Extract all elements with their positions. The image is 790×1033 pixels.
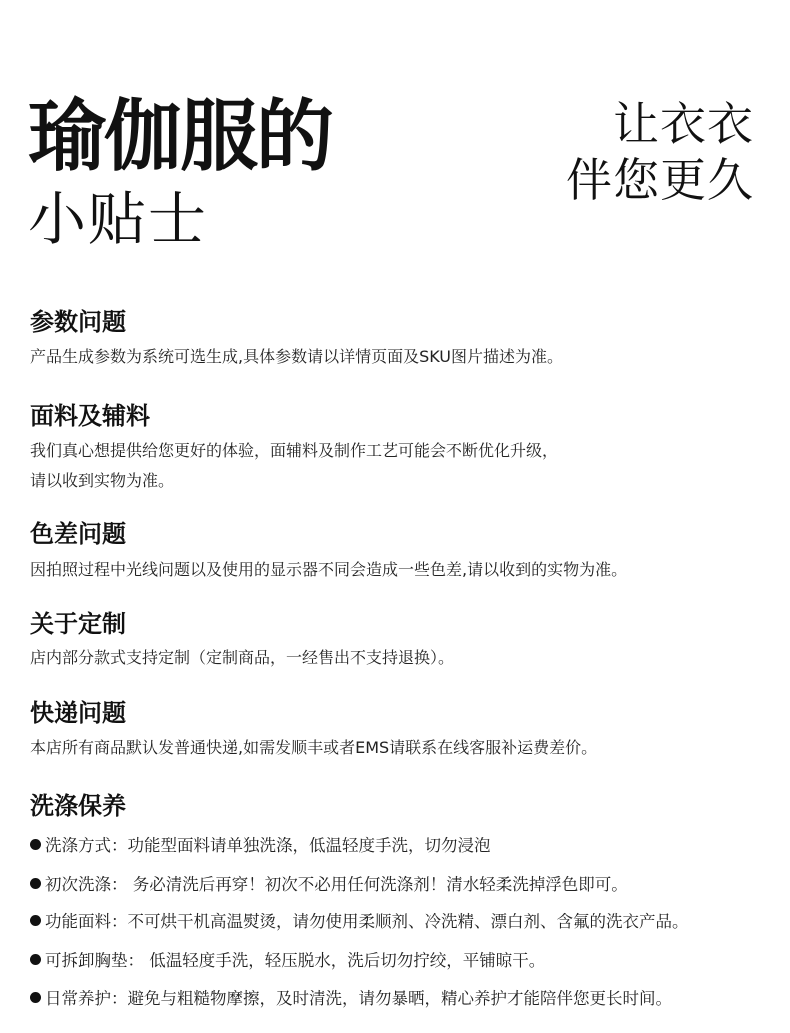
care-item-text: 可拆卸胸垫： 低温轻度手洗，轻压脱水，洗后切勿拧绞，平铺晾干。 xyxy=(45,951,546,970)
bullet-dot-icon xyxy=(30,878,41,889)
care-item xyxy=(30,953,545,970)
care-item-text: 初次洗涤： 务必清洗后再穿！初次不必用任何洗涤剂！清水轻柔洗掉浮色即可。 xyxy=(45,875,628,894)
bullet-dot-icon xyxy=(30,992,41,1003)
slogan xyxy=(566,96,754,208)
care-item-text: 日常养护：避免与粗糙物摩擦，及时清洗，请勿暴晒，精心养护才能陪伴您更长时间。 xyxy=(45,989,672,1008)
bullet-dot-icon xyxy=(30,915,41,926)
slogan-line-1: 让衣衣 xyxy=(613,97,754,151)
section-text-fabric-2: 请以收到实物为准。 xyxy=(30,471,175,490)
care-item xyxy=(30,914,689,931)
page-title: 瑜伽服的 xyxy=(28,92,333,182)
section-title-shipping: 快递问题 xyxy=(30,699,126,727)
section-text-params: 产品生成参数为系统可选生成,具体参数请以详情页面及SKU图片描述为准。 xyxy=(30,347,564,366)
section-text-color: 因拍照过程中光线问题以及使用的显示器不同会造成一些色差,请以收到的实物为准。 xyxy=(30,560,628,579)
section-text-shipping: 本店所有商品默认发普通快递,如需发顺丰或者EMS请联系在线客服补运费差价。 xyxy=(30,738,598,757)
page-subtitle: 小贴士 xyxy=(28,185,209,253)
section-text-custom: 店内部分款式支持定制（定制商品，一经售出不支持退换）。 xyxy=(30,648,455,667)
care-item-text: 洗涤方式：功能型面料请单独洗涤，低温轻度手洗，切勿浸泡 xyxy=(45,836,491,855)
section-title-care: 洗涤保养 xyxy=(30,792,126,820)
slogan-line-2: 伴您更久 xyxy=(566,153,754,207)
section-title-color: 色差问题 xyxy=(30,520,126,548)
section-text-fabric-1: 我们真心想提供给您更好的体验，面辅料及制作工艺可能会不断优化升级， xyxy=(30,441,559,460)
care-item xyxy=(30,838,491,855)
section-title-fabric: 面料及辅料 xyxy=(30,402,150,430)
care-item-text: 功能面料：不可烘干机高温熨烫，请勿使用柔顺剂、冷洗精、漂白剂、含氟的洗衣产品。 xyxy=(45,912,689,931)
bullet-dot-icon xyxy=(30,839,41,850)
section-title-custom: 关于定制 xyxy=(30,610,126,638)
section-title-params: 参数问题 xyxy=(30,308,126,336)
bullet-dot-icon xyxy=(30,954,41,965)
care-item xyxy=(30,991,672,1008)
care-item xyxy=(30,877,628,894)
